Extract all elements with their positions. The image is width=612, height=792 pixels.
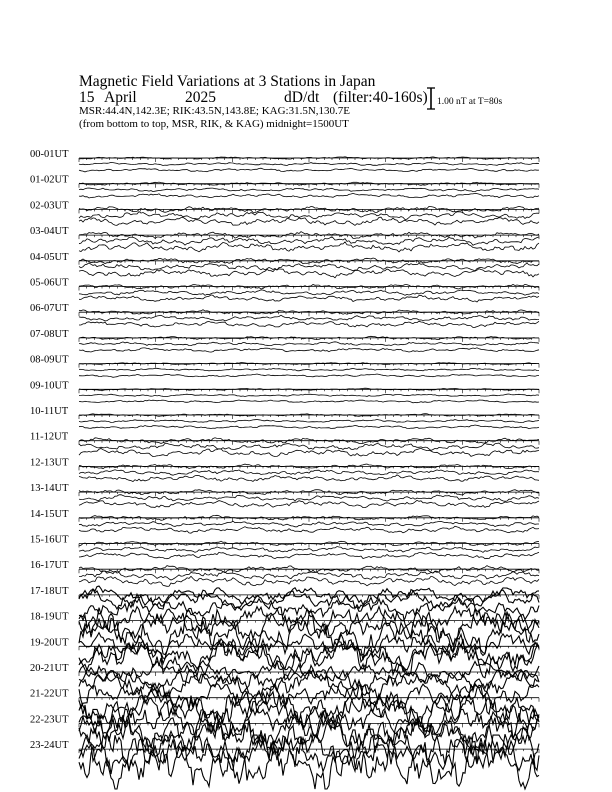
hour-rows: [30, 149, 539, 789]
trace-MSR: [79, 448, 539, 456]
minute-ticks: [79, 621, 539, 625]
hour-row-03-04UT: [30, 226, 539, 252]
hour-row-09-10UT: [30, 380, 539, 403]
scale-bar: [427, 88, 502, 109]
trace-KAG: [79, 735, 539, 774]
hour-label: 03-04UT: [30, 226, 69, 238]
trace-MSR: [79, 526, 539, 533]
trace-MSR: [79, 193, 539, 198]
hour-label: 18-19UT: [30, 611, 69, 623]
hour-row-04-05UT: [30, 252, 539, 278]
hour-label: 04-05UT: [30, 251, 69, 263]
hour-label: 06-07UT: [30, 303, 69, 315]
hour-label: 14-15UT: [30, 508, 69, 520]
chart-title: Magnetic Field Variations at 3 Stations in Japan: [79, 73, 376, 90]
hour-row-00-01UT: [30, 149, 539, 172]
hour-row-10-11UT: [30, 406, 539, 429]
trace-MSR: [79, 348, 539, 352]
trace-RIK: [79, 290, 539, 295]
hour-label: 05-06UT: [30, 277, 69, 289]
hour-label: 19-20UT: [30, 637, 69, 649]
date-day: 15: [79, 89, 95, 106]
hour-row-08-09UT: [30, 355, 539, 378]
hour-row-13-14UT: [30, 483, 539, 508]
trace-RIK: [79, 162, 539, 165]
hour-label: 23-24UT: [30, 740, 69, 752]
minute-ticks: [79, 441, 539, 445]
hour-label: 17-18UT: [30, 585, 69, 597]
order-line: (from bottom to top, MSR, RIK, & KAG) midnight=1500UT: [79, 118, 349, 130]
trace-RIK: [79, 368, 539, 371]
trace-RIK: [79, 521, 539, 527]
hour-label: 20-21UT: [30, 663, 69, 674]
hour-label: 16-17UT: [30, 560, 69, 572]
hour-row-16-17UT: [30, 560, 539, 586]
hour-row-05-06UT: [30, 278, 539, 303]
trace-MSR: [79, 269, 539, 278]
trace-MSR: [79, 400, 539, 403]
hour-row-01-02UT: [30, 175, 539, 198]
trace-MSR: [79, 374, 539, 377]
hour-label: 12-13UT: [30, 457, 69, 469]
trace-MSR: [79, 295, 539, 302]
hour-label: 09-10UT: [30, 380, 69, 392]
trace-RIK: [79, 394, 539, 397]
filter-label: (filter:40-160s): [333, 89, 428, 106]
trace-RIK: [79, 342, 539, 346]
hour-row-06-07UT: [30, 303, 539, 327]
trace-MSR: [79, 576, 539, 586]
scale-label: 1.00 nT at T=80s: [437, 97, 503, 107]
trace-MSR: [79, 168, 539, 172]
trace-MSR: [79, 552, 539, 558]
hour-row-14-15UT: [30, 509, 539, 533]
hour-row-11-12UT: [30, 432, 539, 457]
hour-row-12-13UT: [30, 457, 539, 481]
hour-row-07-08UT: [30, 329, 539, 352]
minute-ticks: [79, 466, 539, 470]
hour-row-23-24UT: [30, 735, 539, 789]
hour-label: 01-02UT: [30, 174, 69, 186]
hour-label: 08-09UT: [30, 354, 69, 366]
trace-RIK: [79, 420, 539, 423]
hour-label: 22-23UT: [30, 714, 69, 726]
trace-MSR: [79, 475, 539, 482]
hour-row-02-03UT: [30, 200, 539, 225]
hour-label: 21-22UT: [30, 688, 69, 700]
quantity-label: dD/dt: [284, 89, 320, 106]
trace-RIK: [79, 188, 539, 192]
date-month: April: [104, 89, 137, 106]
hour-label: 00-01UT: [30, 149, 69, 160]
hour-label: 02-03UT: [30, 200, 69, 212]
trace-MSR: [79, 217, 539, 225]
date-line: [79, 89, 428, 106]
stations-line: MSR:44.4N,142.3E; RIK:43.5N,143.8E; KAG:31.5N,130.7E: [79, 105, 351, 117]
hour-row-15-16UT: [30, 535, 539, 559]
minute-ticks: [79, 158, 539, 162]
trace-MSR: [79, 500, 539, 507]
hour-label: 10-11UT: [30, 406, 69, 417]
trace-MSR: [79, 321, 539, 327]
trace-RIK: [79, 470, 539, 475]
date-year: 2025: [185, 89, 216, 106]
hour-label: 15-16UT: [30, 534, 69, 546]
trace-MSR: [79, 425, 539, 429]
hour-label: 11-12UT: [30, 431, 69, 443]
trace-MSR: [79, 242, 539, 252]
hour-label: 13-14UT: [30, 483, 69, 495]
hour-label: 07-08UT: [30, 328, 69, 340]
